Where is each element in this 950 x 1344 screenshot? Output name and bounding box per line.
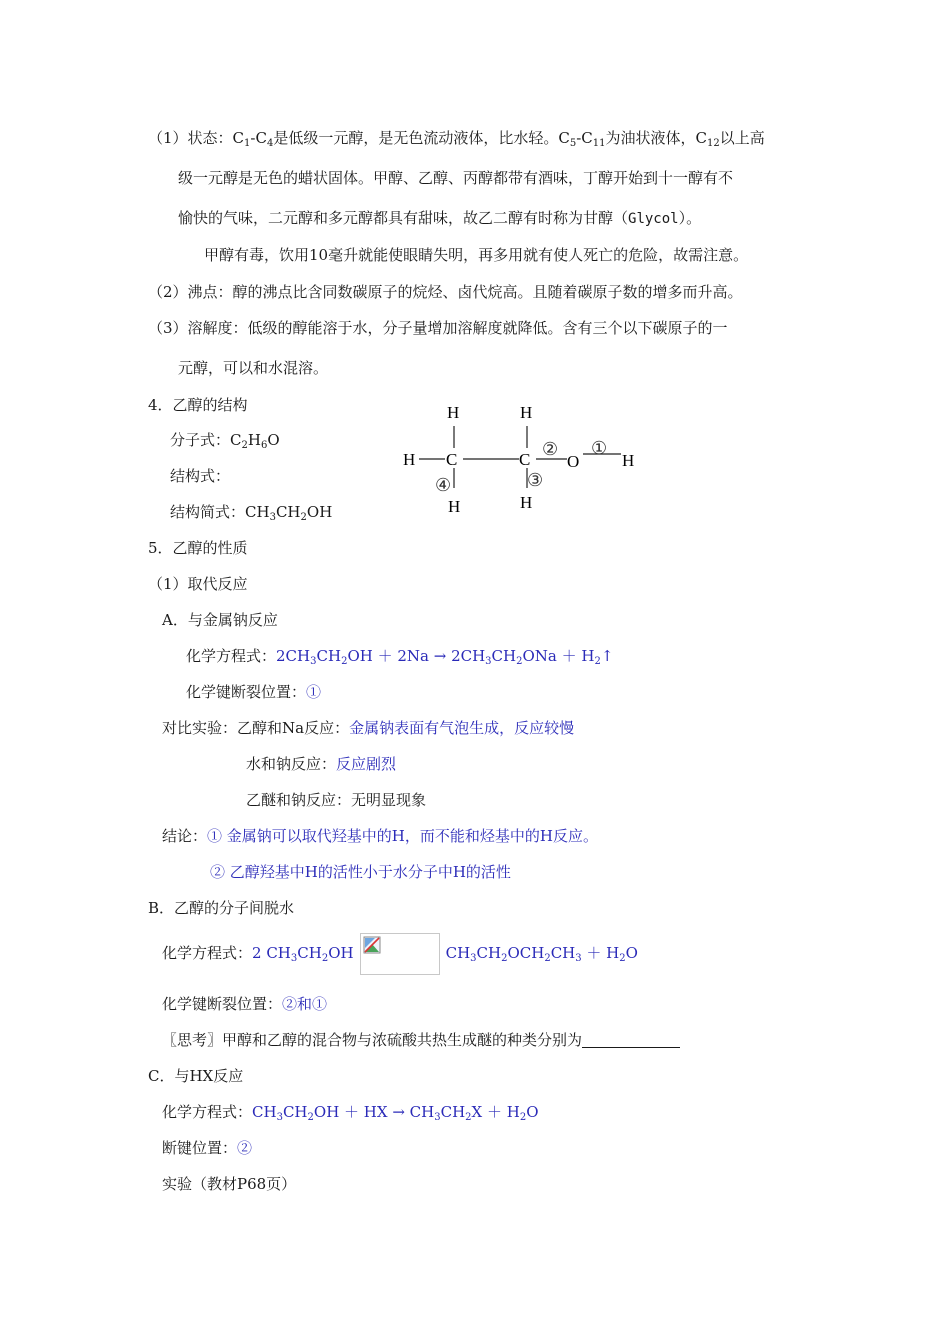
B-title: B．乙醇的分子间脱水 (148, 899, 295, 917)
atom-h-top-right: H (520, 403, 533, 422)
bond-label-4: ④ (435, 475, 452, 495)
C-equation: 化学方程式：$CH_3CH_2OH$ ＋ HX → $CH_3CH_2X + H_2O$ (162, 1103, 539, 1123)
B-think-question: 〖思考〗甲醇和乙醇的混合物与浓硫酸共热生成醚的种类分别为 (162, 1030, 680, 1050)
s1-line3: 愉快的气味，二元醇和多元醇都具有甜味，故乙二醇有时称为甘醇（Glycol）。 (178, 209, 702, 227)
s1-line1: （1）状态：$C_1-C_4$是低级一元醇，是无色流动液体，比水轻。$C_5-C_{11}$为油状液体，$C_{12}$以上高 (148, 129, 765, 149)
answer-blank[interactable] (582, 1032, 680, 1048)
A-conclusion-2: ② 乙醇羟基中H的活性小于水分子中H的活性 (210, 863, 511, 881)
atom-h-bottom-left: H (448, 497, 461, 516)
atom-c2: C (519, 450, 531, 469)
s1-label: （1）状态： (148, 129, 233, 147)
atom-h-right: H (622, 451, 635, 470)
atom-h-top-left: H (447, 403, 460, 422)
atom-h-bottom-right: H (520, 493, 533, 512)
atom-h-left: H (403, 450, 416, 469)
B-bond-position: 化学键断裂位置：②和① (162, 995, 328, 1013)
sec5-title: 5．乙醇的性质 (148, 539, 248, 557)
C-title: C．与HX反应 (148, 1067, 244, 1085)
A-compare-water: 水和钠反应：反应剧烈 (246, 755, 397, 773)
broken-image-icon (360, 933, 440, 975)
s1-line2: 级一元醇是无色的蜡状固体。甲醇、乙醇、丙醇都带有酒味，丁醇开始到十一醇有不 (178, 169, 734, 187)
B-equation: 化学方程式：2 $CH_3CH_2OH$ $CH_3CH_2OCH_2CH_3 + H_2O$ (162, 932, 638, 975)
bond-label-2: ② (542, 439, 559, 459)
structural-formula-label: 结构式： (170, 467, 231, 485)
C-bond-position: 断键位置：② (162, 1139, 253, 1157)
molecular-formula: 分子式：$C_2H_6O$ (170, 431, 280, 451)
C-experiment: 实验（教材P68页） (162, 1175, 297, 1193)
atom-o: O (567, 452, 580, 471)
atom-c1: C (446, 450, 458, 469)
sec5-sub1: （1）取代反应 (148, 575, 248, 593)
A-conclusion-1: 结论：① 金属钠可以取代羟基中的H，而不能和烃基中的H反应。 (162, 827, 598, 845)
bond-label-1: ① (591, 438, 608, 458)
ethanol-structure-diagram (395, 396, 655, 520)
A-bond-position: 化学键断裂位置：① (186, 683, 322, 701)
s2-line: （2）沸点：醇的沸点比含同数碳原子的烷烃、卤代烷高。且随着碳原子数的增多而升高。 (148, 283, 743, 301)
s3-line2: 元醇，可以和水混溶。 (178, 359, 329, 377)
s1-line4: 甲醇有毒，饮用10毫升就能使眼睛失明，再多用就有使人死亡的危险，故需注意。 (204, 246, 749, 264)
A-equation: 化学方程式：$2CH_3CH_2OH + 2Na \to 2CH_3CH_2ONa$ ＋ $H_2↑$ (186, 647, 614, 667)
bond-label-3: ③ (527, 470, 544, 490)
A-compare-ether: 乙醚和钠反应：无明显现象 (246, 791, 427, 809)
sec4-title: 4．乙醇的结构 (148, 396, 248, 414)
A-compare-ethanol: 对比实验：乙醇和Na反应：金属钠表面有气泡生成，反应较慢 (162, 719, 575, 737)
A-title: A．与金属钠反应 (162, 611, 278, 629)
condensed-formula: 结构简式：$CH_3CH_2OH$ (170, 503, 333, 523)
s3-line1: （3）溶解度：低级的醇能溶于水，分子量增加溶解度就降低。含有三个以下碳原子的一 (148, 319, 728, 337)
